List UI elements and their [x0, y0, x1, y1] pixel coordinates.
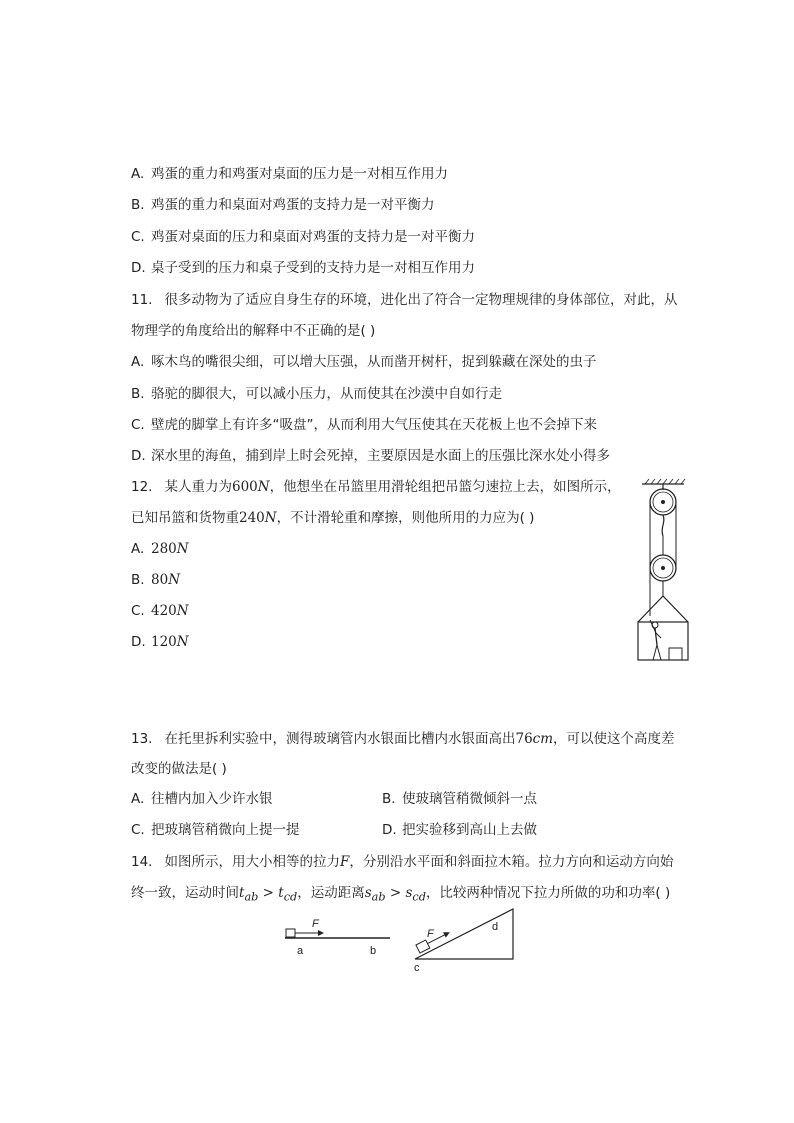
- point-d-label: d: [492, 921, 499, 933]
- option-text: 鸡蛋的重力和桌面对鸡蛋的支持力是一对平衡力: [151, 197, 435, 213]
- option-letter: C.: [131, 603, 145, 619]
- q11-option-c: [131, 416, 597, 434]
- option-letter: A.: [131, 541, 145, 557]
- question-text: ，运动距离: [297, 885, 365, 901]
- q11-stem-line2: 物理学的角度给出的解释中不正确的是( ): [131, 323, 376, 339]
- q11-option-d: [131, 447, 610, 465]
- force-label-horizontal: F: [312, 918, 319, 930]
- question-text: 在托里拆利实验中，测得玻璃管内水银面比槽内水银面高出: [164, 731, 516, 747]
- option-value: 120N: [151, 634, 189, 650]
- question-text: ，不计滑轮重和摩擦，则他所用的力应为( ): [276, 510, 535, 526]
- q12-stem-line2: [131, 509, 534, 527]
- question-text: 某人重力为: [164, 479, 232, 495]
- option-value: 80N: [151, 572, 180, 588]
- q13-stem-line1: [131, 730, 675, 748]
- q12-option-d: [131, 633, 189, 651]
- q14-stem-line1: [131, 853, 673, 871]
- height-value: 76cm: [515, 731, 554, 747]
- option-text: 壁虎的脚掌上有许多“吸盘”，从而利用大气压使其在天花板上也不会掉下来: [151, 417, 597, 433]
- question-number: 12.: [131, 479, 153, 495]
- q13-option-c: [131, 821, 300, 839]
- option-letter: D.: [382, 822, 397, 838]
- option-text: 桌子受到的压力和桌子受到的支持力是一对相互作用力: [151, 260, 475, 276]
- force-label-incline: F: [427, 928, 434, 940]
- load-value: 240N: [239, 510, 277, 526]
- distance-comparison: $s_{ab} > s_{cd}$: [364, 885, 426, 904]
- question-number: 13.: [131, 731, 153, 747]
- question-text: ，比较两种情况下拉力所做的功和功率( ): [425, 885, 671, 901]
- option-letter: B.: [131, 197, 145, 213]
- q10-option-c: [131, 228, 475, 246]
- q12-stem-line1: [131, 478, 621, 496]
- question-text: ，他想坐在吊篮里用滑轮组把吊篮匀速拉上去，如图所示，: [269, 479, 621, 495]
- q10-option-d: [131, 259, 475, 277]
- weight-value: 600N: [231, 479, 270, 495]
- option-text: 往槽内加入少许水银: [151, 791, 273, 807]
- question-text: 终一致，运动时间: [131, 885, 239, 901]
- option-text: 把玻璃管稍微向上提一提: [151, 822, 300, 838]
- question-number: 14.: [131, 854, 153, 870]
- option-text: 使玻璃管稍微倾斜一点: [402, 791, 537, 807]
- option-text: 啄木鸟的嘴很尖细，可以增大压强，从而凿开树杆，捉到躲藏在深处的虫子: [151, 354, 597, 370]
- question-text: ，可以使这个高度差: [553, 731, 675, 747]
- q11-option-b: [131, 385, 502, 403]
- option-letter: D.: [131, 260, 146, 276]
- time-comparison: $t_{ab} > t_{cd}$: [239, 885, 298, 904]
- question-text: 很多动物为了适应自身生存的环境，进化出了符合一定物理规律的身体部位，对此，从: [164, 292, 678, 308]
- q14-stem-line2: [131, 884, 670, 907]
- option-letter: C.: [131, 229, 145, 245]
- option-letter: C.: [131, 822, 145, 838]
- option-text: 鸡蛋的重力和鸡蛋对桌面的压力是一对相互作用力: [151, 166, 448, 182]
- point-c-label: c: [414, 962, 420, 974]
- option-value: 420N: [151, 603, 189, 619]
- question-text: ，分别沿水平面和斜面拉木箱。拉力方向和运动方向始: [349, 854, 674, 870]
- force-figure: [280, 908, 520, 978]
- option-text: 鸡蛋对桌面的压力和桌面对鸡蛋的支持力是一对平衡力: [151, 229, 475, 245]
- question-text: 已知吊篮和货物重: [131, 510, 239, 526]
- question-number: 11.: [131, 292, 153, 308]
- q13-option-b: [382, 790, 537, 808]
- q11-option-a: [131, 353, 597, 371]
- question-text: 如图所示，用大小相等的拉力: [164, 854, 340, 870]
- q12-option-b: [131, 571, 180, 589]
- option-letter: B.: [131, 572, 145, 588]
- force-symbol: F: [339, 854, 350, 870]
- q12-option-c: [131, 602, 189, 620]
- point-b-label: b: [370, 945, 377, 957]
- option-letter: D.: [131, 634, 146, 650]
- q13-option-d: [382, 821, 537, 839]
- option-text: 深水里的海鱼，捕到岸上时会死掉，主要原因是水面上的压强比深水处小得多: [151, 448, 610, 464]
- option-letter: A.: [131, 166, 145, 182]
- pulley-figure: [636, 478, 692, 664]
- option-letter: A.: [131, 354, 145, 370]
- option-letter: C.: [131, 417, 145, 433]
- q13-stem-line2: 改变的做法是( ): [131, 761, 227, 777]
- option-letter: B.: [382, 791, 396, 807]
- option-letter: D.: [131, 448, 146, 464]
- option-text: 把实验移到高山上去做: [402, 822, 537, 838]
- q10-option-b: [131, 196, 435, 214]
- option-letter: B.: [131, 386, 145, 402]
- q10-option-a: [131, 165, 448, 183]
- q11-stem-line1: [131, 291, 677, 309]
- q13-option-a: [131, 790, 273, 808]
- option-letter: A.: [131, 791, 145, 807]
- option-text: 骆驼的脚很大，可以减小压力，从而使其在沙漠中自如行走: [151, 386, 502, 402]
- q12-option-a: [131, 540, 189, 558]
- point-a-label: a: [297, 945, 304, 957]
- option-value: 280N: [151, 541, 189, 557]
